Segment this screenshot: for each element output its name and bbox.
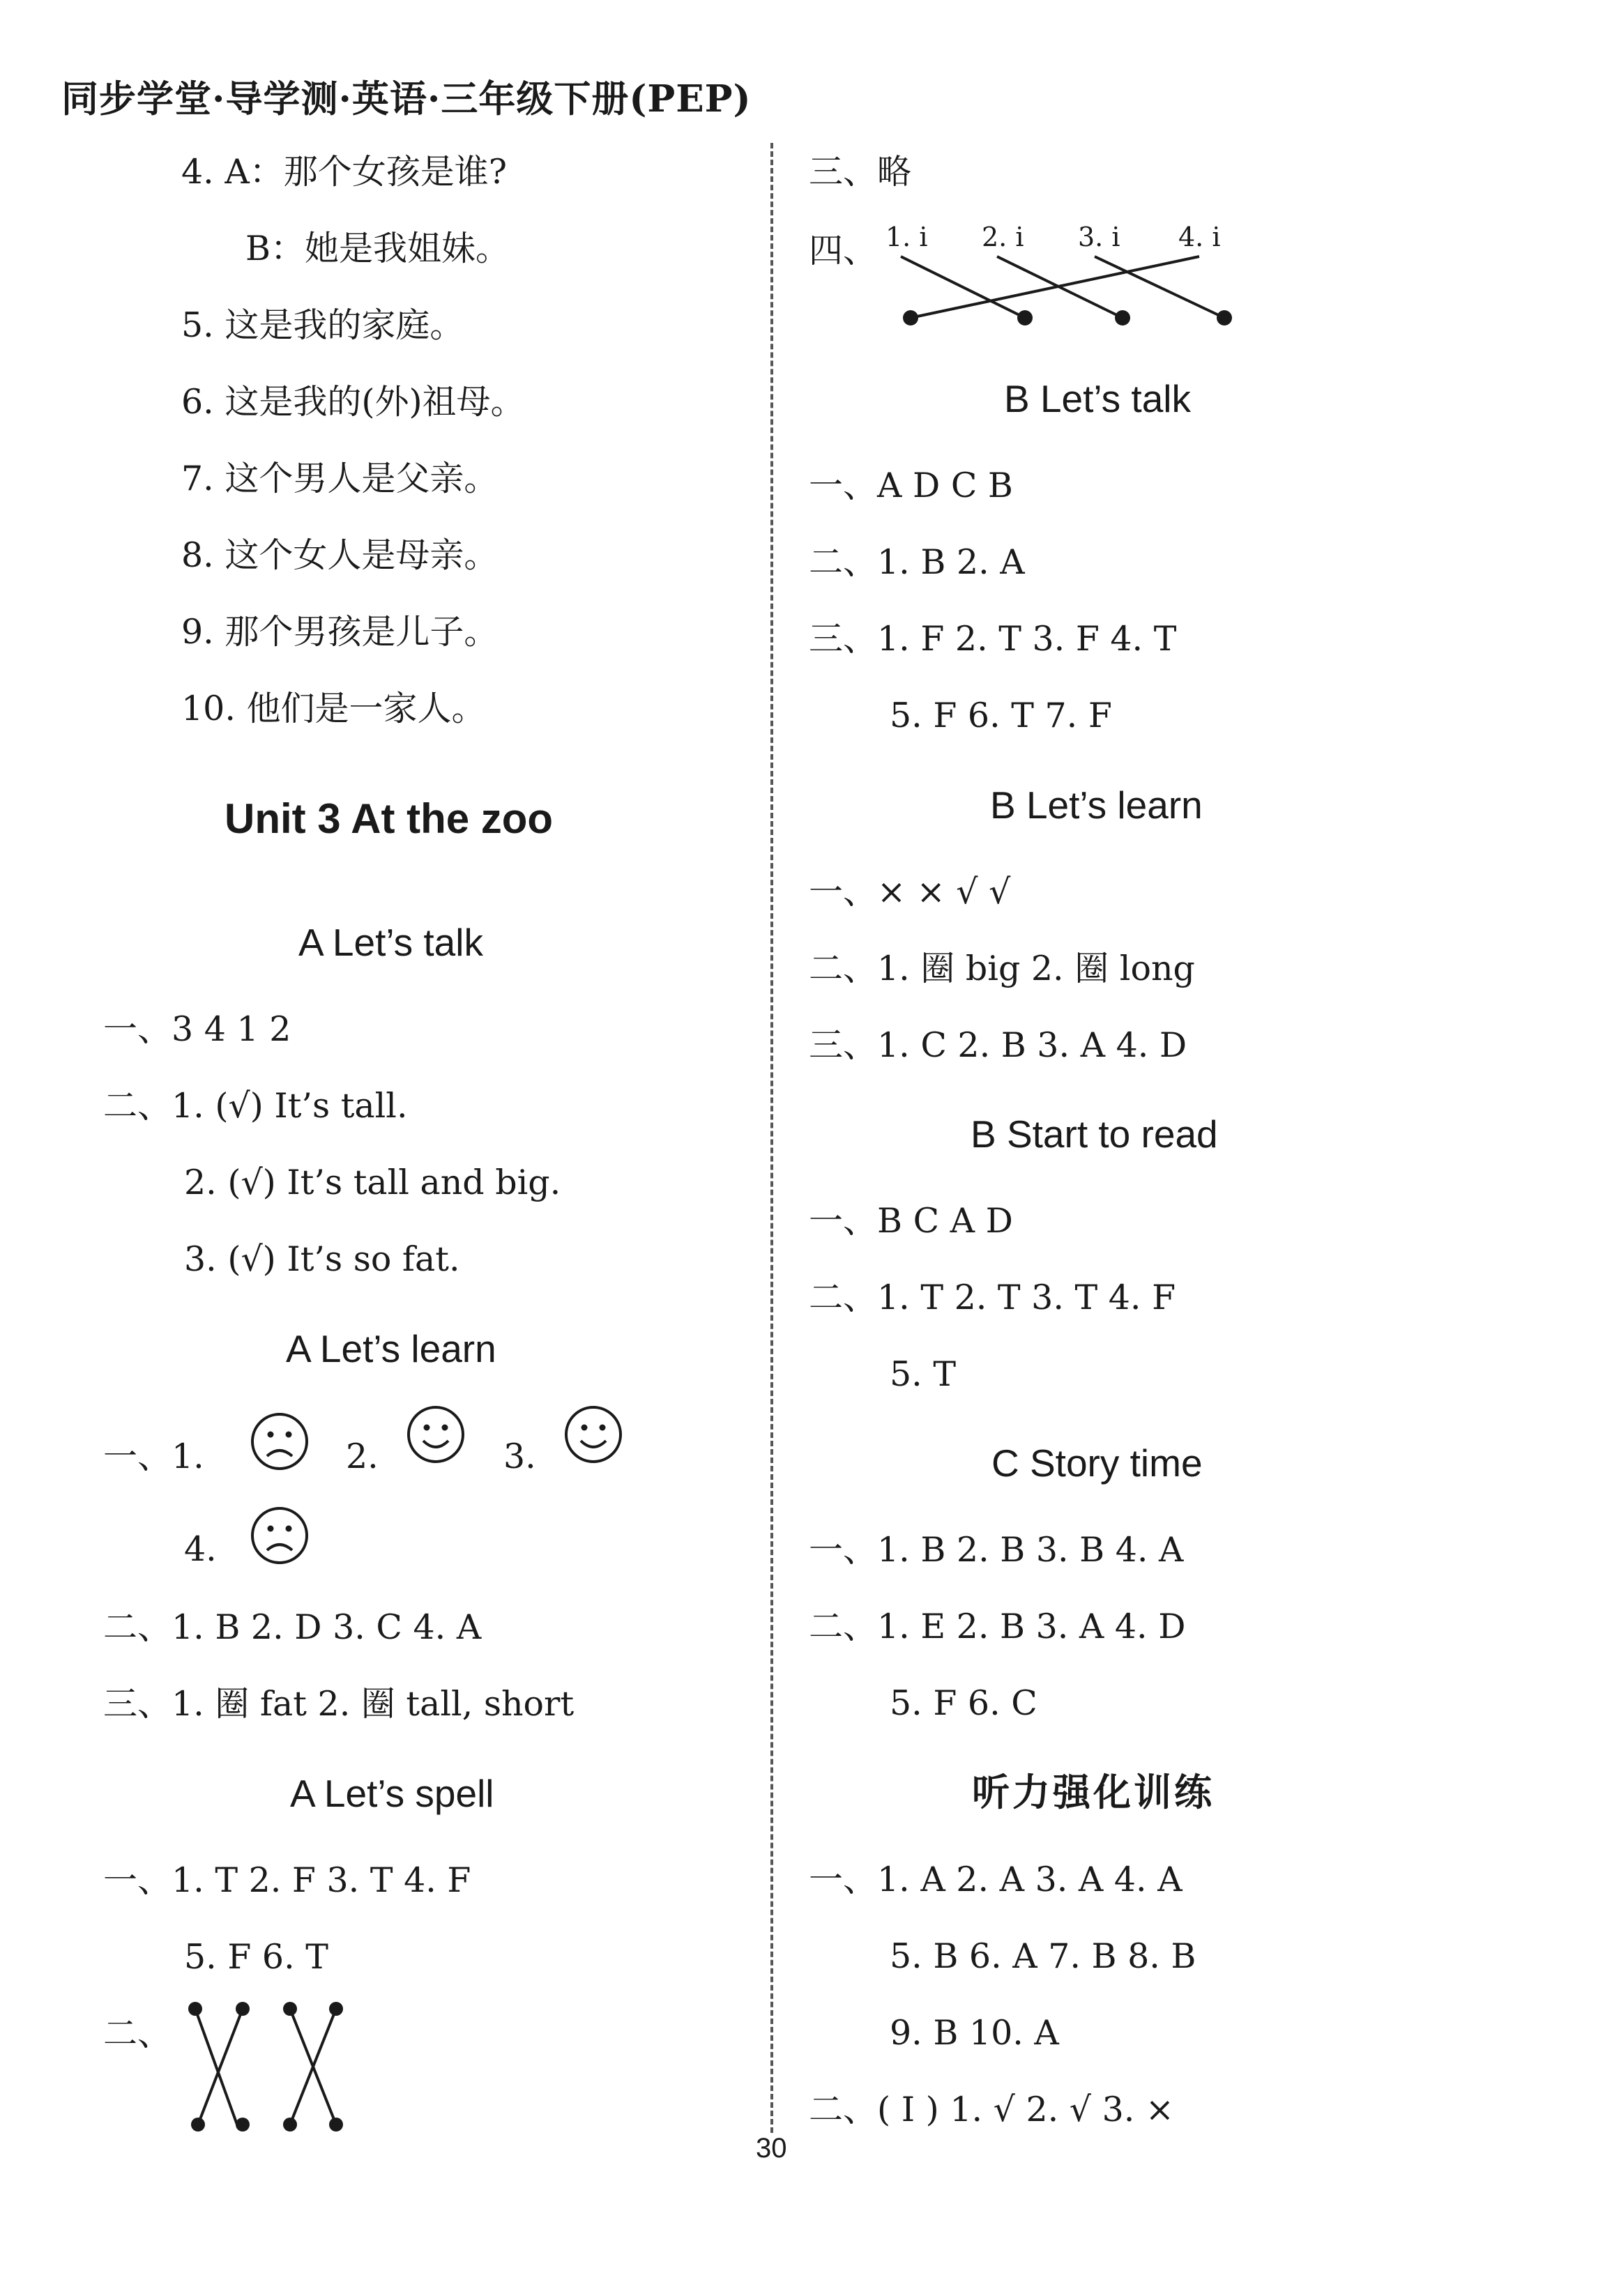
page-header: 同步学堂·导学测·英语·三年级下册(PEP) [61, 77, 752, 121]
column-divider [770, 143, 773, 2133]
matching-diagram [174, 1993, 356, 2140]
section-heading: A Let’s learn [286, 1327, 496, 1370]
answer-line: 三、略 [809, 152, 912, 192]
answer-line: 9. 那个男孩是儿子。 [181, 612, 499, 652]
answer-line: 5. T [890, 1354, 957, 1394]
answer-line: 4. [184, 1529, 217, 1569]
answer-line: 一、1. B 2. B 3. B 4. A [809, 1530, 1184, 1570]
answer-line: 8. 这个女人是母亲。 [181, 535, 499, 575]
answer-line: 5. B 6. A 7. B 8. B [890, 1936, 1196, 1976]
answer-line: 6. 这是我的(外)祖母。 [181, 382, 525, 422]
answer-line: 一、1. A 2. A 3. A 4. A [809, 1860, 1183, 1899]
answer-line: 二、1. T 2. T 3. T 4. F [809, 1278, 1176, 1317]
answer-line: 二、( Ⅰ ) 1. √ 2. √ 3. × [809, 2090, 1174, 2129]
section-heading: 听力强化训练 [972, 1770, 1215, 1814]
answer-line: 一、3 4 1 2 [103, 1009, 291, 1049]
answer-line: 一、× × √ √ [809, 872, 1011, 912]
sad-face-icon [248, 1504, 311, 1567]
answer-line: 10. 他们是一家人。 [181, 689, 486, 728]
answer-line: 9. B 10. A [890, 2013, 1059, 2053]
section-heading: B Start to read [971, 1112, 1218, 1156]
answer-line: 4. A：那个女孩是谁? [181, 152, 507, 192]
answer-line: 三、1. F 2. T 3. F 4. T [809, 619, 1177, 659]
answer-line: 一、B C A D [809, 1201, 1013, 1241]
answer-line: 二、1. (√) It’s tall. [103, 1086, 408, 1126]
phonics-matching-diagram [885, 251, 1248, 328]
answer-line: 一、1. [103, 1437, 204, 1476]
answer-line: 三、1. C 2. B 3. A 4. D [809, 1025, 1187, 1065]
answer-line: 3. [503, 1437, 536, 1476]
answer-line: 5. F 6. T 7. F [890, 696, 1112, 735]
happy-face-icon [404, 1403, 467, 1466]
phonics-label: 2. i [982, 222, 1024, 252]
phonics-label: 3. i [1078, 222, 1120, 252]
answer-line: 二、 [103, 2014, 172, 2053]
phonics-label: 1. i [885, 222, 928, 252]
answer-line: B：她是我姐妹。 [245, 229, 510, 268]
unit-title: Unit 3 At the zoo [225, 795, 554, 842]
answer-line: 二、1. B 2. A [809, 542, 1025, 582]
answer-line: 2. [346, 1437, 379, 1476]
answer-line: 5. F 6. C [890, 1683, 1037, 1723]
section-heading: A Let’s talk [298, 921, 483, 964]
answer-line: 二、1. E 2. B 3. A 4. D [809, 1607, 1186, 1646]
answer-line: 二、1. 圈 big 2. 圈 long [809, 949, 1195, 988]
section-heading: B Let’s learn [990, 783, 1203, 827]
answer-line: 3. (√) It’s so fat. [184, 1239, 460, 1279]
answer-line: 三、1. 圈 fat 2. 圈 tall, short [103, 1684, 575, 1724]
answer-line: 5. F 6. T [184, 1937, 328, 1977]
answer-line: 四、 [809, 231, 878, 270]
answer-line: 一、A D C B [809, 466, 1013, 505]
answer-line: 一、1. T 2. F 3. T 4. F [103, 1860, 471, 1900]
section-heading: A Let’s spell [290, 1772, 494, 1815]
happy-face-icon [562, 1403, 625, 1466]
section-heading: C Story time [991, 1441, 1203, 1485]
answer-line: 5. 这是我的家庭。 [181, 305, 464, 345]
sad-face-icon [248, 1410, 311, 1473]
answer-line: 2. (√) It’s tall and big. [184, 1163, 561, 1202]
phonics-label: 4. i [1178, 222, 1221, 252]
section-heading: B Let’s talk [1004, 377, 1192, 420]
answer-line: 二、1. B 2. D 3. C 4. A [103, 1607, 482, 1647]
answer-line: 7. 这个男人是父亲。 [181, 459, 499, 498]
page-number: 30 [756, 2133, 787, 2164]
